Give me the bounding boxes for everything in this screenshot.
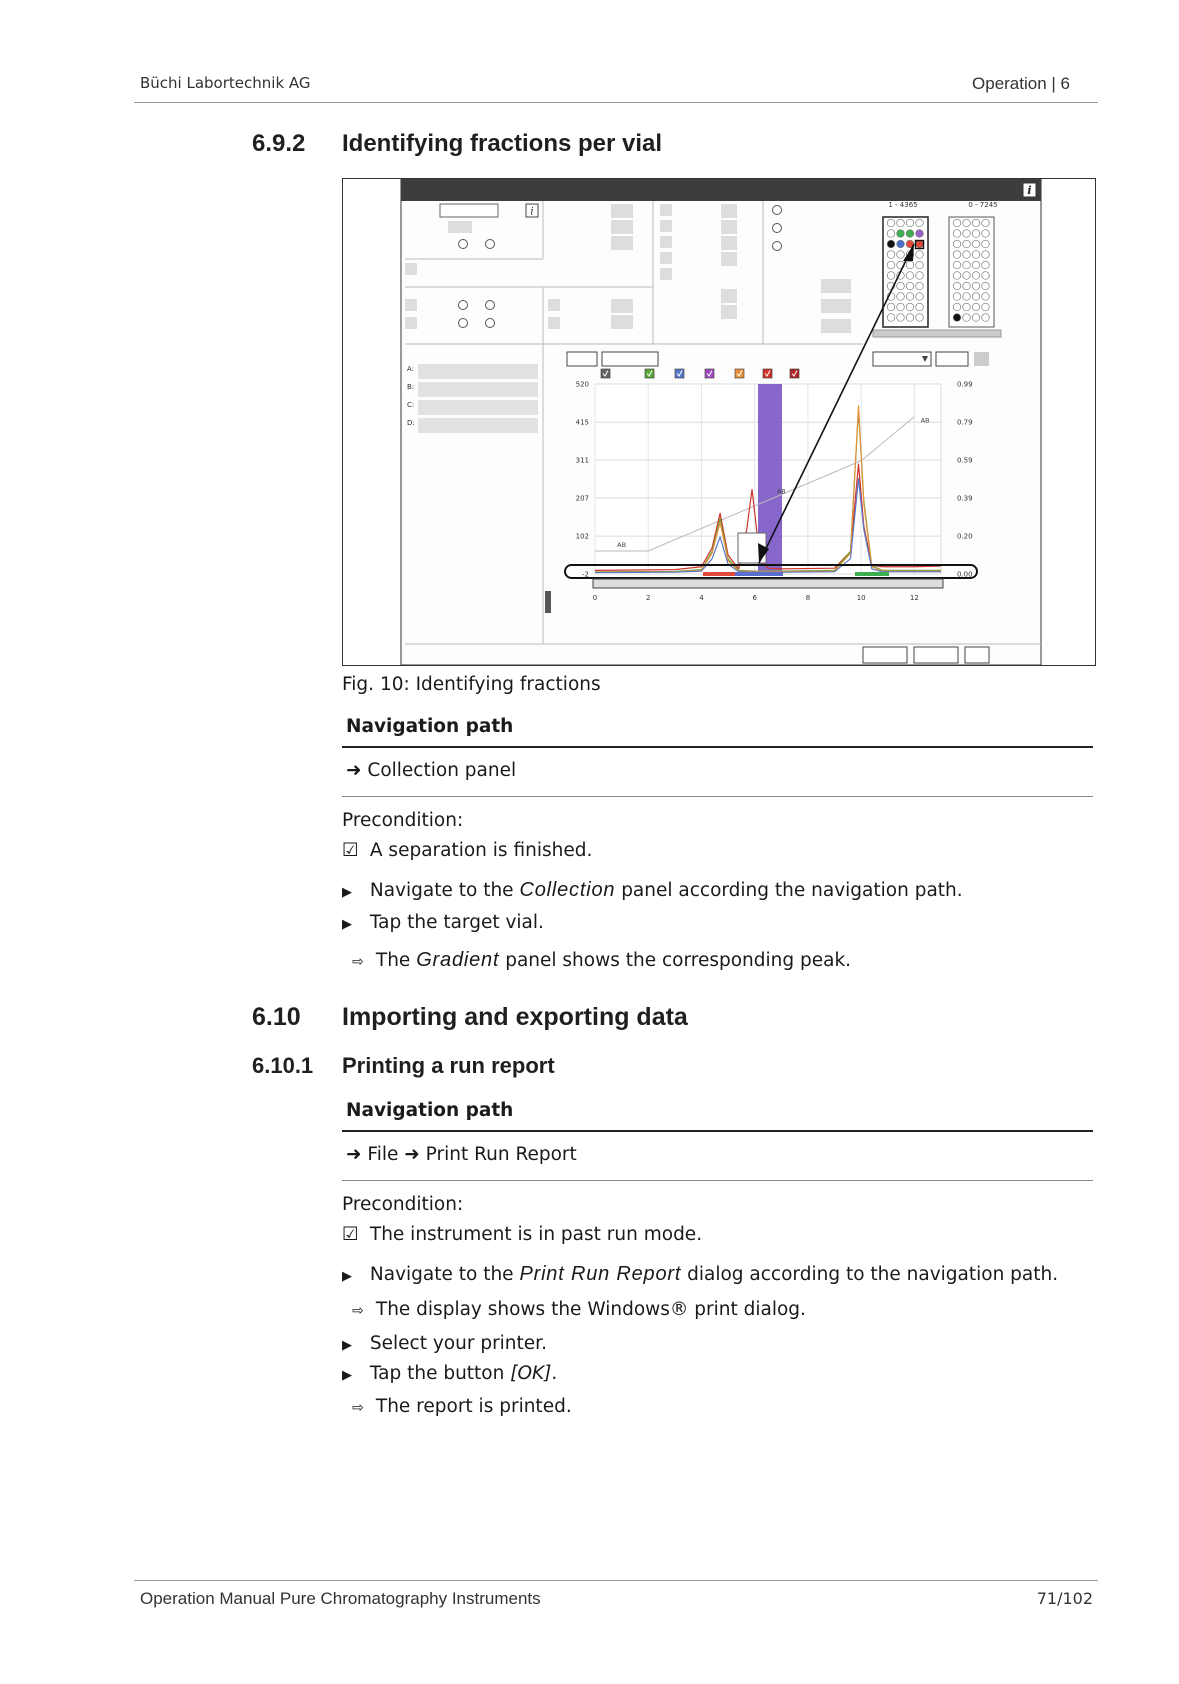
x-tick-label: 12: [909, 594, 919, 602]
result-arrow-icon: ⇨: [352, 1303, 364, 1319]
x-tick-label: 2: [645, 594, 651, 602]
grey-block: [548, 317, 560, 329]
section-number: 6.10.1: [252, 1053, 314, 1078]
result-text: The report is printed.: [375, 1396, 572, 1417]
instruction-step: [342, 912, 544, 933]
header-divider: [134, 102, 1098, 103]
navigation-path-header: Navigation path: [346, 1100, 514, 1121]
ui-term: Print Run Report: [519, 1263, 682, 1285]
vial-icon[interactable]: [916, 303, 924, 311]
gradient-field[interactable]: [567, 352, 597, 366]
vial-icon[interactable]: [953, 282, 961, 290]
step-text: .: [551, 1363, 558, 1384]
navigation-path-value: [346, 1144, 577, 1165]
vial-icon[interactable]: [916, 261, 924, 269]
vial-icon[interactable]: [972, 303, 980, 311]
vial-icon[interactable]: [982, 314, 990, 322]
top-left-field[interactable]: [440, 204, 498, 217]
result-line: [346, 1396, 572, 1417]
nav-collection-panel[interactable]: Collection panel: [367, 760, 517, 781]
gradient-label: AB: [776, 487, 786, 496]
step-bullet-icon: ▶: [342, 1338, 352, 1353]
vial-icon[interactable]: [972, 293, 980, 301]
vial-icon[interactable]: [897, 293, 905, 301]
y-right-tick-label: 0.00: [957, 570, 973, 579]
navigation-path-value: [346, 760, 516, 781]
vial-icon[interactable]: [972, 272, 980, 280]
result-arrow-icon: ⇨: [352, 1400, 364, 1416]
result-text: The: [375, 950, 411, 971]
x-tick-label: 4: [699, 594, 704, 602]
x-tick-label: 6: [752, 594, 757, 602]
instruction-step: [342, 1333, 547, 1354]
table-rule: [342, 1180, 1093, 1181]
vial-icon[interactable]: [963, 282, 971, 290]
grey-block: [660, 204, 672, 216]
gradient-label: AB: [617, 541, 627, 550]
grey-block: [721, 305, 737, 319]
navigation-path-header: Navigation path: [346, 716, 514, 737]
x-tick-label: 0: [592, 594, 598, 602]
step-bullet-icon: ▶: [342, 1368, 352, 1383]
grey-block: [660, 268, 672, 280]
vial-icon[interactable]: [982, 293, 990, 301]
vial-icon[interactable]: [916, 240, 924, 248]
vial-icon[interactable]: [972, 251, 980, 259]
vial-icon[interactable]: [982, 261, 990, 269]
bottom-button[interactable]: [965, 647, 989, 663]
footer-divider: [134, 1580, 1098, 1581]
vial-icon[interactable]: [887, 314, 895, 322]
vial-icon[interactable]: [972, 261, 980, 269]
vial-icon[interactable]: [897, 230, 905, 238]
vial-icon[interactable]: [963, 240, 971, 248]
vial-icon[interactable]: [897, 240, 905, 248]
precondition-text: A separation is finished.: [369, 840, 593, 861]
vial-icon[interactable]: [972, 282, 980, 290]
series-checkbox[interactable]: [601, 369, 610, 378]
vial-icon[interactable]: [916, 230, 924, 238]
instruction-step: [342, 879, 963, 902]
grey-block: [721, 252, 737, 266]
vial-icon[interactable]: [953, 261, 961, 269]
footer-page-number: 71/102: [1036, 1589, 1093, 1608]
vial-icon[interactable]: [887, 303, 895, 311]
result-line: [346, 949, 851, 972]
gradient-label: AB: [920, 416, 930, 425]
step-bullet-icon: ▶: [342, 917, 352, 932]
vial-icon[interactable]: [916, 272, 924, 280]
grey-block: [721, 236, 737, 250]
header-company: Büchi Labortechnik AG: [140, 74, 311, 92]
grey-block: [660, 236, 672, 248]
ui-term: Collection: [519, 879, 616, 901]
precondition-text: The instrument is in past run mode.: [369, 1224, 703, 1245]
vial-icon[interactable]: [916, 293, 924, 301]
solvent-label-b: B:: [407, 383, 415, 391]
nav-file-menu[interactable]: File: [367, 1144, 399, 1165]
bottom-button[interactable]: [914, 647, 958, 663]
y-right-tick-label: 0.59: [957, 456, 973, 465]
vial-icon[interactable]: [953, 314, 961, 322]
bottom-button[interactable]: [863, 647, 907, 663]
grey-block: [611, 220, 633, 234]
precondition-label: Precondition:: [342, 1194, 464, 1215]
arrow-icon: ➜: [346, 1144, 362, 1165]
solvent-label-d: D:: [407, 419, 415, 427]
grey-block: [611, 299, 633, 313]
grey-block: [660, 220, 672, 232]
grey-block: [721, 204, 737, 218]
solvent-field-c[interactable]: [418, 400, 538, 415]
grey-block: [405, 263, 417, 275]
vial-icon[interactable]: [963, 230, 971, 238]
vial-icon[interactable]: [906, 314, 914, 322]
vial-icon[interactable]: [897, 282, 905, 290]
precondition-label: Precondition:: [342, 810, 464, 831]
section-number: 6.9.2: [252, 130, 306, 157]
collapse-handle[interactable]: [545, 591, 551, 613]
section-title: Printing a run report: [342, 1053, 555, 1078]
grey-block: [405, 299, 417, 311]
result-line: [346, 1299, 806, 1320]
grey-block: [611, 236, 633, 250]
vial-icon[interactable]: [953, 230, 961, 238]
result-arrow-icon: ⇨: [352, 954, 364, 970]
rack-scrollbar[interactable]: [873, 330, 1001, 337]
series-checkbox[interactable]: [645, 369, 654, 378]
solvent-field-a[interactable]: [418, 364, 538, 379]
grey-block: [721, 289, 737, 303]
fraction-bar: [703, 572, 735, 576]
vial-icon[interactable]: [906, 261, 914, 269]
vial-icon[interactable]: [887, 230, 895, 238]
solvent-label-c: C:: [407, 401, 415, 409]
vial-icon[interactable]: [897, 219, 905, 227]
app-title-bar: [401, 179, 1041, 201]
y-right-tick-label: 0.39: [957, 494, 973, 503]
vial-icon[interactable]: [897, 251, 905, 259]
vial-icon[interactable]: [887, 219, 895, 227]
section-number: 6.10: [252, 1003, 301, 1031]
vial-icon[interactable]: [953, 303, 961, 311]
result-text: panel shows the corresponding peak.: [505, 950, 852, 971]
vial-icon[interactable]: [906, 230, 914, 238]
grey-block: [611, 315, 633, 329]
grey-block: [821, 299, 851, 313]
table-rule: [342, 746, 1093, 748]
grey-block: [821, 319, 851, 333]
vial-icon[interactable]: [887, 251, 895, 259]
checkbox-icon: ☑: [342, 840, 359, 861]
vial-icon[interactable]: [906, 219, 914, 227]
y-tick-label: 102: [575, 532, 589, 541]
y-tick-label: -2: [582, 570, 589, 579]
vial-icon[interactable]: [982, 303, 990, 311]
y-tick-label: 415: [575, 418, 589, 427]
step-bullet-icon: ▶: [342, 885, 352, 900]
precondition-item: [342, 1224, 702, 1245]
series-checkbox[interactable]: [763, 369, 772, 378]
vial-icon[interactable]: [982, 251, 990, 259]
vial-icon[interactable]: [916, 219, 924, 227]
rack-left-label: 1 - 4365: [888, 201, 918, 209]
step-text: Tap the button: [369, 1363, 505, 1384]
vial-icon[interactable]: [982, 230, 990, 238]
series-checkbox[interactable]: [675, 369, 684, 378]
y-tick-label: 520: [575, 380, 589, 389]
section-title: Importing and exporting data: [342, 1003, 688, 1031]
gradient-dropdown[interactable]: [873, 352, 931, 366]
result-text: The display shows the Windows® print dialog.: [375, 1299, 806, 1320]
vial-icon[interactable]: [982, 282, 990, 290]
vial-icon[interactable]: [953, 251, 961, 259]
step-text: panel according the navigation path.: [621, 880, 963, 901]
vial-icon[interactable]: [972, 314, 980, 322]
footer-title: Operation Manual Pure Chromatography Instruments: [140, 1589, 541, 1608]
vial-icon[interactable]: [963, 251, 971, 259]
instruction-step: [342, 1263, 1058, 1286]
y-right-tick-label: 0.79: [957, 418, 973, 427]
arrow-icon: ➜: [404, 1144, 420, 1165]
vial-icon[interactable]: [953, 219, 961, 227]
time-scrollbar[interactable]: [593, 579, 943, 588]
fraction-bar: [735, 572, 783, 576]
vial-icon[interactable]: [963, 314, 971, 322]
vial-icon[interactable]: [887, 261, 895, 269]
vial-icon[interactable]: [963, 261, 971, 269]
grey-block: [721, 220, 737, 234]
vial-icon[interactable]: [972, 230, 980, 238]
vial-icon[interactable]: [887, 272, 895, 280]
info-icon: i: [1027, 184, 1032, 197]
instruction-step: [342, 1363, 557, 1384]
arrow-icon: ➜: [346, 760, 362, 781]
y-tick-label: 207: [575, 494, 589, 503]
vial-icon[interactable]: [916, 282, 924, 290]
panel-info-icon: i: [530, 206, 534, 218]
table-rule: [342, 1130, 1093, 1132]
vial-icon[interactable]: [963, 219, 971, 227]
section-title: Identifying fractions per vial: [342, 130, 663, 157]
y-right-tick-label: 0.20: [957, 532, 973, 541]
figure-caption: Fig. 10: Identifying fractions: [342, 674, 601, 695]
step-text: Select your printer.: [369, 1333, 547, 1354]
vial-icon[interactable]: [906, 303, 914, 311]
grey-block: [548, 299, 560, 311]
series-checkbox[interactable]: [790, 369, 799, 378]
vial-icon[interactable]: [972, 219, 980, 227]
solvent-field-b[interactable]: [418, 382, 538, 397]
step-text: dialog according to the navigation path.: [687, 1264, 1059, 1285]
vial-icon[interactable]: [953, 240, 961, 248]
solvent-label-a: A:: [407, 365, 415, 373]
grey-block: [448, 221, 472, 233]
vial-icon[interactable]: [953, 272, 961, 280]
y-tick-label: 311: [575, 456, 589, 465]
vial-icon[interactable]: [963, 303, 971, 311]
vial-icon[interactable]: [963, 293, 971, 301]
figure-identifying-fractions: [342, 178, 1096, 666]
grey-block: [405, 317, 417, 329]
series-checkbox[interactable]: [735, 369, 744, 378]
vial-icon[interactable]: [887, 240, 895, 248]
rack-right-label: 0 - 7245: [968, 201, 998, 209]
x-tick-label: 8: [805, 594, 811, 602]
ui-button-term: [OK]: [510, 1363, 552, 1384]
series-checkbox[interactable]: [705, 369, 714, 378]
grey-block: [821, 279, 851, 293]
gradient-field[interactable]: [602, 352, 658, 366]
step-text: Navigate to the: [369, 1264, 514, 1285]
vial-icon[interactable]: [897, 314, 905, 322]
step-bullet-icon: ▶: [342, 1269, 352, 1284]
solvent-field-d[interactable]: [418, 418, 538, 433]
vial-icon[interactable]: [906, 272, 914, 280]
vial-icon[interactable]: [982, 219, 990, 227]
table-rule: [342, 796, 1093, 797]
step-text: Tap the target vial.: [369, 912, 544, 933]
vial-icon[interactable]: [972, 240, 980, 248]
vial-icon[interactable]: [916, 314, 924, 322]
checkbox-icon: ☑: [342, 1224, 359, 1245]
vial-icon[interactable]: [906, 293, 914, 301]
vial-icon[interactable]: [897, 303, 905, 311]
y-right-tick-label: 0.99: [957, 380, 973, 389]
vial-icon[interactable]: [963, 272, 971, 280]
grey-block: [660, 252, 672, 264]
vial-icon[interactable]: [982, 272, 990, 280]
vial-icon[interactable]: [916, 251, 924, 259]
precondition-item: [342, 840, 592, 861]
vial-icon[interactable]: [953, 293, 961, 301]
figure-screenshot: [343, 179, 1095, 665]
vial-icon[interactable]: [906, 282, 914, 290]
gradient-field[interactable]: [936, 352, 968, 366]
x-tick-label: 10: [856, 594, 866, 602]
fraction-bar: [855, 572, 889, 576]
header-chapter: Operation | 6: [972, 74, 1070, 93]
ui-term: Gradient: [416, 949, 500, 971]
grey-block: [611, 204, 633, 218]
nav-print-run-report[interactable]: Print Run Report: [425, 1144, 577, 1165]
step-text: Navigate to the: [369, 880, 514, 901]
grey-button[interactable]: [974, 352, 989, 366]
vial-icon[interactable]: [982, 240, 990, 248]
